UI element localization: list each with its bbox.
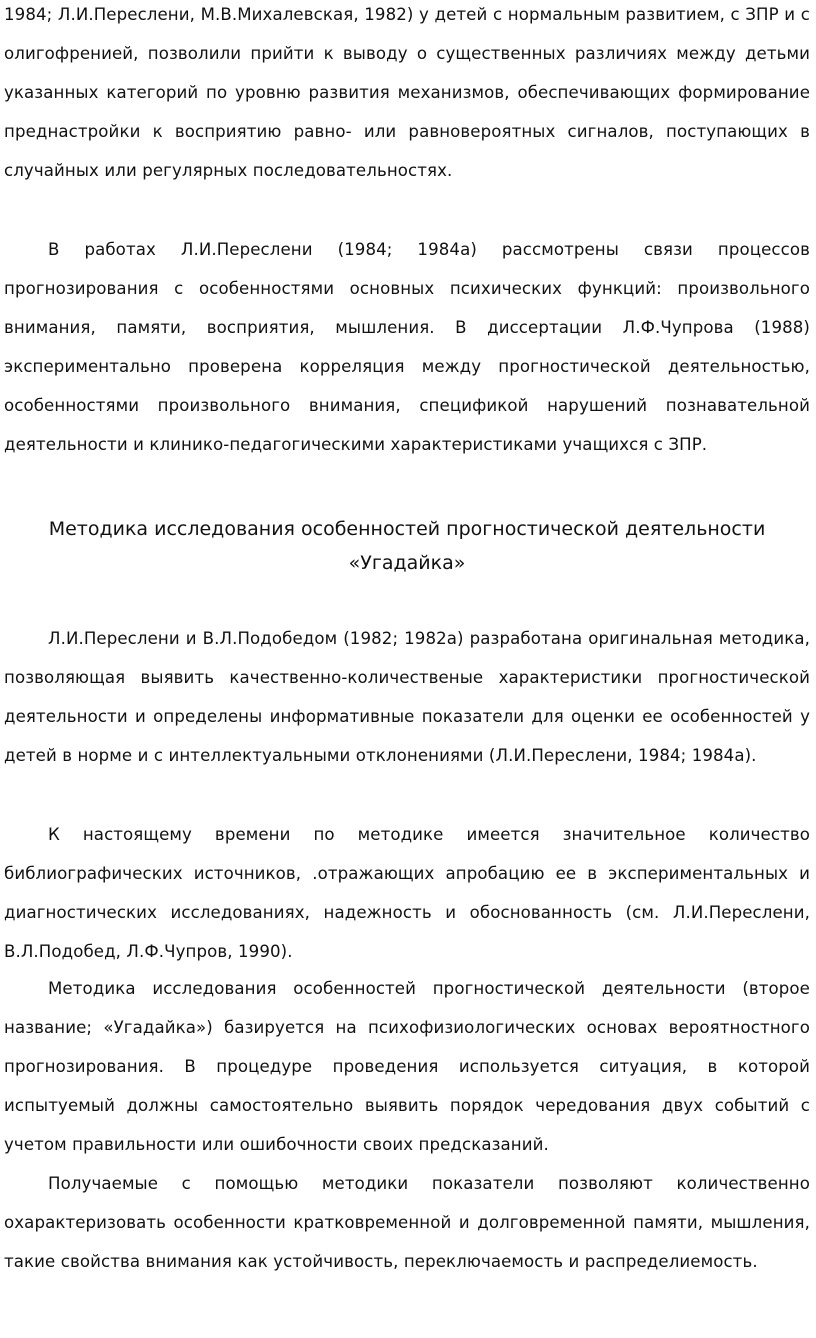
paragraph-6: Получаемые с помощью методики показатели позволяют количественно охарактеризовать особенности кратковременной и долговременной памяти, мышления, такие свойства внимания как устойчивость, переключаемость и распределиемость. [4,1174,810,1271]
paragraph-2: В работах Л.И.Переслени (1984; 1984а) рассмотрены связи процессов прогнозирования с особенностями основных психических функций: произвольного внимания, памяти, восприятия, мышления. В диссертации Л.Ф.Чупрова (1988) экспериментально проверена корреляция между прогностической деятельностью, особенностями произвольного внимания, спецификой нарушений познавательной деятельности и клинико-педагогическими характеристиками учащихся с ЗПР. [4,240,810,454]
paragraph-4: К настоящему времени по методике имеется значительное количество библиографических источников, .отражающих апробацию ее в экспериментальных и диагностических исследованиях, надежность и обоснованность (см. Л.И.Переслени, В.Л.Подобед, Л.Ф.Чупров, 1990). [4,825,810,961]
paragraph-1: 1984; Л.И.Переслени, М.В.Михалевская, 1982) у детей с нормальным развитием, с ЗПР и с олигофренией, позволили прийти к выводу о существенных различиях между детьми указанных категорий по уровню развития механизмов, обеспечивающих формирование преднастройки к восприятию равно- или равновероятных сигналов, поступающих в случайных или регулярных последовательностях. [4,5,810,180]
heading-line-1: Методика исследования особенностей прогностической деятельности [48,518,766,540]
section-heading [4,512,810,580]
heading-line-2: «Угадайка» [348,552,466,574]
paragraph-5: Методика исследования особенностей прогностической деятельности (второе название; «Угадайка») базируется на психофизиологических основах вероятностного прогнозирования. В процедуре проведения используется ситуация, в которой испытуемый должны самостоятельно выявить порядок чередования двух событий с учетом правильности или ошибочности своих предсказаний. [4,979,810,1154]
paragraph-3: Л.И.Переслени и В.Л.Подобедом (1982; 1982а) разработана оригинальная методика, позволяющая выявить качественно-количественые характеристики прогностической деятельности и определены информативные показатели для оценки ее особенностей у детей в норме и с интеллектуальными отклонениями (Л.И.Переслени, 1984; 1984а). [4,629,810,765]
